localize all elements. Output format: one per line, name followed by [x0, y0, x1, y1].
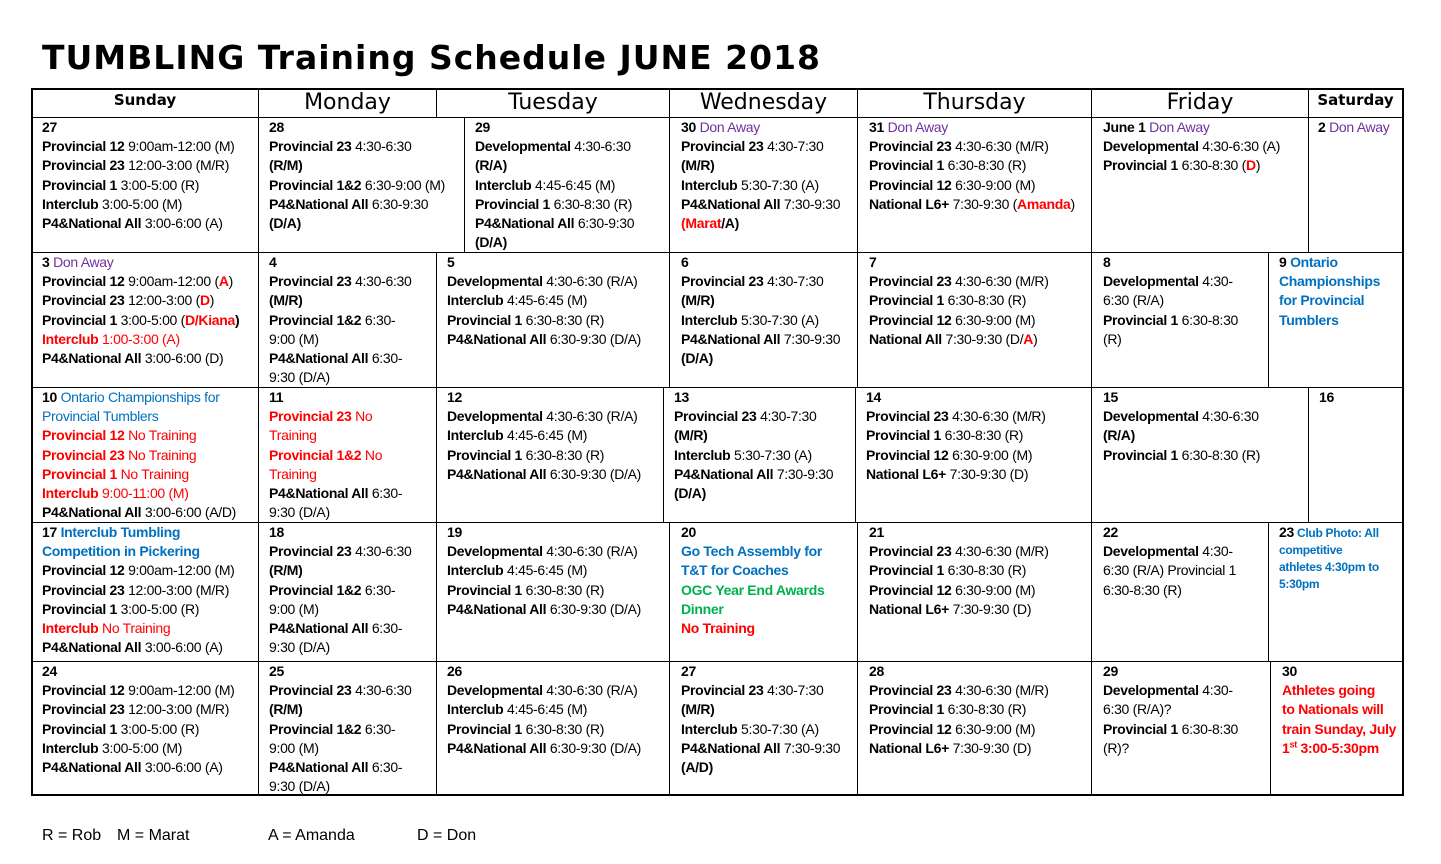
- day-cell-june-22: 22 Developmental 4:30- 6:30 (R/A) Provincial 1 6:30-8:30 (R): [1103, 524, 1237, 598]
- day-cell-june-19: 19 Developmental 4:30-6:30 (R/A) Interclub 4:45-6:45 (M) Provincial 1 6:30-8:30 (R) P4&National All 6:30-9:30 (D/A): [447, 524, 642, 617]
- day-cell-june-12: 12 Developmental 4:30-6:30 (R/A) Interclub 4:45-6:45 (M) Provincial 1 6:30-8:30 (R) P4&National All 6:30-9:30 (D/A): [447, 389, 642, 482]
- day-cell-june-17: 17 Interclub Tumbling Competition in Pickering Provincial 12 9:00am-12:00 (M) Provincial 23 12:00-3:00 (M/R) Provincial 1 3:00-5:00 (R) Interclub No Training P4&National All 3:00-6:00 (A): [42, 524, 235, 656]
- day-cell-may-31: 31 Don Away Provincial 23 4:30-6:30 (M/R) Provincial 1 6:30-8:30 (R) Provincial 12 6:30-9:00 (M) National L6+ 7:30-9:30 (Amanda): [869, 119, 1075, 212]
- legend-marat: M = Marat: [117, 827, 190, 844]
- day-cell-june-27: 27 Provincial 23 4:30-7:30 (M/R) Interclub 5:30-7:30 (A) P4&National All 7:30-9:30 (A/D): [681, 663, 841, 776]
- day-cell-june-8: 8 Developmental 4:30- 6:30 (R/A) Provincial 1 6:30-8:30 (R): [1103, 254, 1239, 347]
- day-cell-may-28: 28 Provincial 23 4:30-6:30 (R/M) Provincial 1&2 6:30-9:00 (M) P4&National All 6:30-9:30 (D/A): [269, 119, 446, 232]
- day-cell-june-26: 26 Developmental 4:30-6:30 (R/A) Interclub 4:45-6:45 (M) Provincial 1 6:30-8:30 (R) P4&National All 6:30-9:30 (D/A): [447, 663, 642, 756]
- day-cell-june-6: 6 Provincial 23 4:30-7:30 (M/R) Interclub 5:30-7:30 (A) P4&National All 7:30-9:30 (D/A): [681, 254, 841, 367]
- header-friday: Friday: [1166, 90, 1234, 115]
- page-title: TUMBLING Training Schedule JUNE 2018: [42, 38, 822, 77]
- day-cell-june-20: 20 Go Tech Assembly for T&T for Coaches OGC Year End Awards Dinner No Training: [681, 524, 825, 637]
- header-sunday: Sunday: [113, 91, 177, 109]
- legend-don: D = Don: [417, 827, 477, 844]
- day-cell-june-3: 3 Don Away Provincial 12 9:00am-12:00 (A) Provincial 23 12:00-3:00 (D) Provincial 1 3:00-5:00 (D/Kiana) Interclub 1:00-3:00 (A) P4&National All 3:00-6:00 (D): [42, 254, 240, 367]
- day-cell-june-1: June 1 Don Away Developmental 4:30-6:30 (A) Provincial 1 6:30-8:30 (D): [1103, 119, 1281, 174]
- legend-amanda: A = Amanda: [268, 827, 355, 844]
- day-cell-may-29: 29 Developmental 4:30-6:30 (R/A) Interclub 4:45-6:45 (M) Provincial 1 6:30-8:30 (R) P4&National All 6:30-9:30 (D/A): [475, 119, 635, 251]
- day-cell-june-13: 13 Provincial 23 4:30-7:30 (M/R) Interclub 5:30-7:30 (A) P4&National All 7:30-9:30 (D/A): [674, 389, 834, 502]
- day-cell-june-2: 2 Don Away: [1318, 119, 1390, 135]
- day-cell-june-30: 30 Athletes going to Nationals will train Sunday, July 1st 3:00-5:30pm: [1282, 663, 1397, 756]
- header-monday: Monday: [304, 90, 391, 115]
- day-cell-june-23: 23 Club Photo: All competitive athletes 4:30pm to 5:30pm: [1279, 524, 1379, 592]
- legend-rob: R = Rob: [42, 827, 102, 844]
- day-cell-june-11: 11 Provincial 23 No Training Provincial 1&2 No Training P4&National All 6:30- 9:30 (D/A): [269, 389, 403, 521]
- header-wednesday: Wednesday: [699, 90, 828, 115]
- header-tuesday: Tuesday: [508, 90, 598, 115]
- day-cell-june-18: 18 Provincial 23 4:30-6:30 (R/M) Provincial 1&2 6:30- 9:00 (M) P4&National All 6:30- 9:30 (D/A): [269, 524, 412, 656]
- day-cell-june-4: 4 Provincial 23 4:30-6:30 (M/R) Provincial 1&2 6:30- 9:00 (M) P4&National All 6:30- 9:30 (D/A): [269, 254, 412, 386]
- day-cell-may-30: 30 Don Away Provincial 23 4:30-7:30 (M/R) Interclub 5:30-7:30 (A) P4&National All 7:30-9:30 (Marat/A): [681, 119, 841, 232]
- day-cell-june-29: 29 Developmental 4:30- 6:30 (R/A)? Provincial 1 6:30-8:30 (R)?: [1103, 663, 1239, 756]
- header-saturday: Saturday: [1317, 91, 1394, 109]
- header-thursday: Thursday: [923, 90, 1026, 115]
- day-cell-june-14: 14 Provincial 23 4:30-6:30 (M/R) Provincial 1 6:30-8:30 (R) Provincial 12 6:30-9:00 (M) National L6+ 7:30-9:30 (D): [866, 389, 1046, 482]
- day-cell-june-15: 15 Developmental 4:30-6:30 (R/A) Provincial 1 6:30-8:30 (R): [1103, 389, 1261, 463]
- day-cell-june-25: 25 Provincial 23 4:30-6:30 (R/M) Provincial 1&2 6:30- 9:00 (M) P4&National All 6:30- 9:30 (D/A): [269, 663, 412, 795]
- day-cell-june-24: 24 Provincial 12 9:00am-12:00 (M) Provincial 23 12:00-3:00 (M/R) Provincial 1 3:00-5:00 (R) Interclub 3:00-5:00 (M) P4&National All 3:00-6:00 (A): [42, 663, 235, 776]
- day-cell-june-5: 5 Developmental 4:30-6:30 (R/A) Interclub 4:45-6:45 (M) Provincial 1 6:30-8:30 (R) P4&National All 6:30-9:30 (D/A): [447, 254, 642, 347]
- day-cell-june-10: 10 Ontario Championships for Provincial Tumblers Provincial 12 No Training Provincial 23 No Training Provincial 1 No Training Interclub 9:00-11:00 (M) P4&National All 3:00-6:00 (A/D): [42, 389, 237, 521]
- day-cell-june-21: 21 Provincial 23 4:30-6:30 (M/R) Provincial 1 6:30-8:30 (R) Provincial 12 6:30-9:00 (M) National L6+ 7:30-9:30 (D): [869, 524, 1049, 617]
- day-cell-june-16: 16: [1319, 389, 1334, 405]
- day-cell-may-27: 27 Provincial 12 9:00am-12:00 (M) Provincial 23 12:00-3:00 (M/R) Provincial 1 3:00-5:00 (R) Interclub 3:00-5:00 (M) P4&National All 3:00-6:00 (A): [42, 119, 235, 232]
- day-cell-june-7: 7 Provincial 23 4:30-6:30 (M/R) Provincial 1 6:30-8:30 (R) Provincial 12 6:30-9:00 (M) National All 7:30-9:30 (D/A): [869, 254, 1049, 347]
- day-cell-june-9: 9 Ontario Championships for Provincial Tumblers: [1279, 254, 1381, 328]
- day-cell-june-28: 28 Provincial 23 4:30-6:30 (M/R) Provincial 1 6:30-8:30 (R) Provincial 12 6:30-9:00 (M) National L6+ 7:30-9:30 (D): [869, 663, 1049, 756]
